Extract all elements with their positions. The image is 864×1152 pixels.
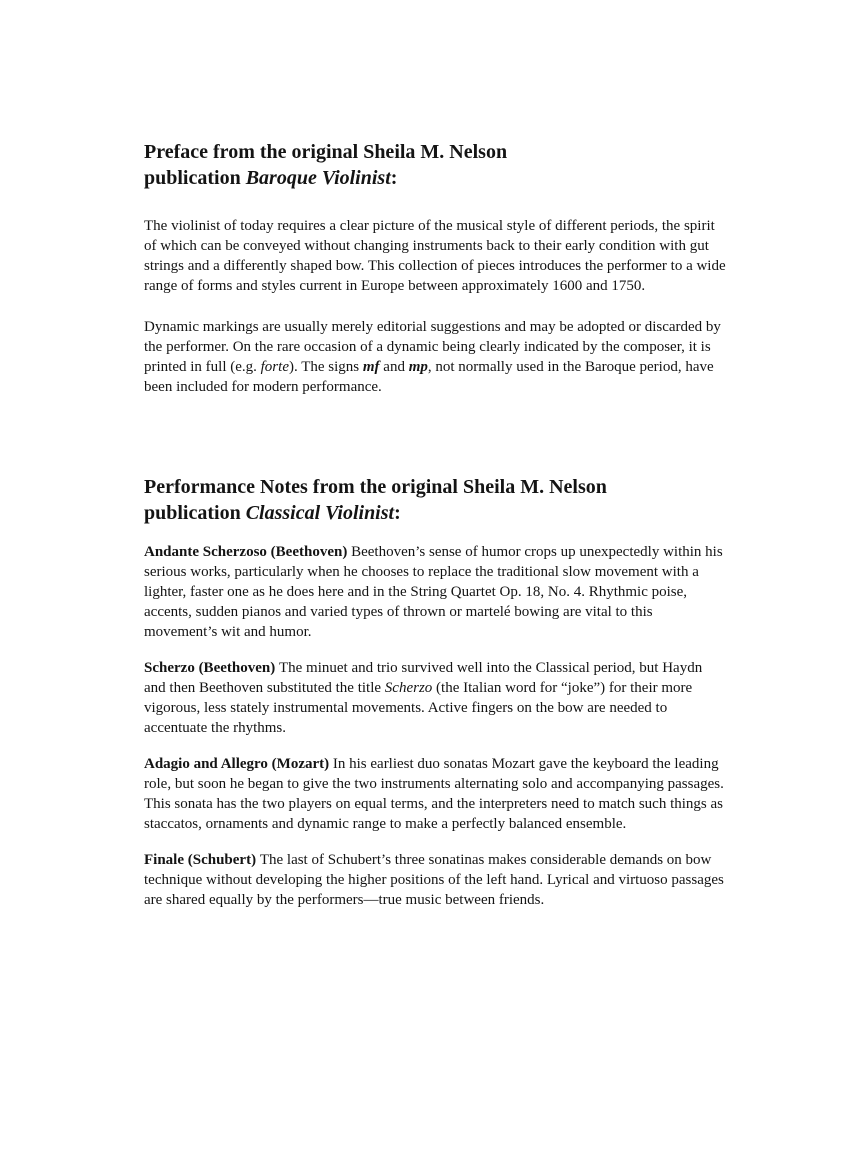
text-run: Classical Violinist	[245, 502, 395, 524]
preface-heading	[144, 139, 726, 191]
preface-paragraph-2	[144, 317, 726, 397]
performance-notes-heading-line2	[144, 500, 726, 526]
text-run: publication	[144, 167, 246, 189]
note-scherzo-beethoven	[144, 658, 726, 738]
note-andante-scherzoso-beethoven	[144, 542, 726, 642]
performance-notes-heading-line1	[144, 474, 726, 500]
preface-paragraph-1	[144, 216, 726, 296]
text-run: The minuet and trio survived well into the Classical period, but Haydn and then Beethoven substituted the title	[144, 660, 703, 696]
performance-notes-section	[144, 474, 726, 910]
text-run: mf	[362, 359, 380, 375]
text-run: mp	[408, 359, 428, 375]
text-run: Finale (Schubert)	[144, 852, 260, 868]
text-run: :	[394, 502, 401, 524]
text-run: Dynamic markings are usually merely editorial suggestions and may be adopted or discarded by the performer. On the rare occasion of a dynamic being clearly indicated by the composer, it is printed in full (e.g.	[144, 319, 721, 375]
page-content	[144, 139, 726, 910]
note-finale-schubert	[144, 850, 726, 910]
text-run: Baroque Violinist	[245, 167, 391, 189]
preface-section	[144, 139, 726, 397]
text-run: The last of Schubert’s three sonatinas makes considerable demands on bow technique without developing the higher positions of the left hand. Lyrical and virtuoso passages are shared equally by the performers—true music between friends.	[144, 852, 724, 908]
text-run: forte	[260, 359, 289, 375]
text-run: In his earliest duo sonatas Mozart gave the keyboard the leading role, but soon he began to give the two instruments alternating solo and accompanying passages. This sonata has the two players on equal terms, and the interpreters need to match such things as staccatos, ornaments and dynamic range to make a perfectly balanced ensemble.	[144, 756, 724, 832]
preface-heading-line1	[144, 139, 726, 165]
text-run: publication	[144, 502, 246, 524]
performance-notes-heading	[144, 474, 726, 526]
text-run: The violinist of today requires a clear picture of the musical style of different periods, the spirit of which can be conveyed without changing instruments back to their early condition with gut strings and a differently shaped bow. This collection of pieces introduces the performer to a wide range of forms and styles current in Europe between approximately 1600 and 1750.	[144, 218, 726, 294]
text-run: Andante Scherzoso (Beethoven)	[144, 544, 352, 560]
text-run: :	[390, 167, 398, 189]
text-run: Scherzo (Beethoven)	[144, 660, 279, 676]
text-run: , not normally used in the Baroque period, have been included for modern performance.	[144, 359, 714, 395]
text-run: Performance Notes from the original Sheila M. Nelson	[144, 476, 607, 498]
text-run: Beethoven’s sense of humor crops up unexpectedly within his serious works, particularly when he chooses to replace the traditional slow movement with a lighter, faster one as he does here and in the String Quartet Op. 18, No. 4. Rhythmic poise, accents, sudden pianos and varied types of thrown or martelé bowing are vital to this movement’s wit and humor.	[144, 544, 723, 640]
text-run: (the Italian word for “joke”) for their more vigorous, less stately instrumental movements. Active fingers on the bow are needed to accentuate the rhythms.	[144, 680, 693, 736]
text-run: ). The signs	[288, 359, 363, 375]
text-run: Adagio and Allegro (Mozart)	[144, 756, 333, 772]
text-run: and	[379, 359, 409, 375]
text-run: Scherzo	[384, 680, 433, 696]
text-run: Preface from the original Sheila M. Nelson	[144, 141, 508, 163]
note-adagio-and-allegro-mozart	[144, 754, 726, 834]
preface-heading-line2	[144, 165, 726, 191]
